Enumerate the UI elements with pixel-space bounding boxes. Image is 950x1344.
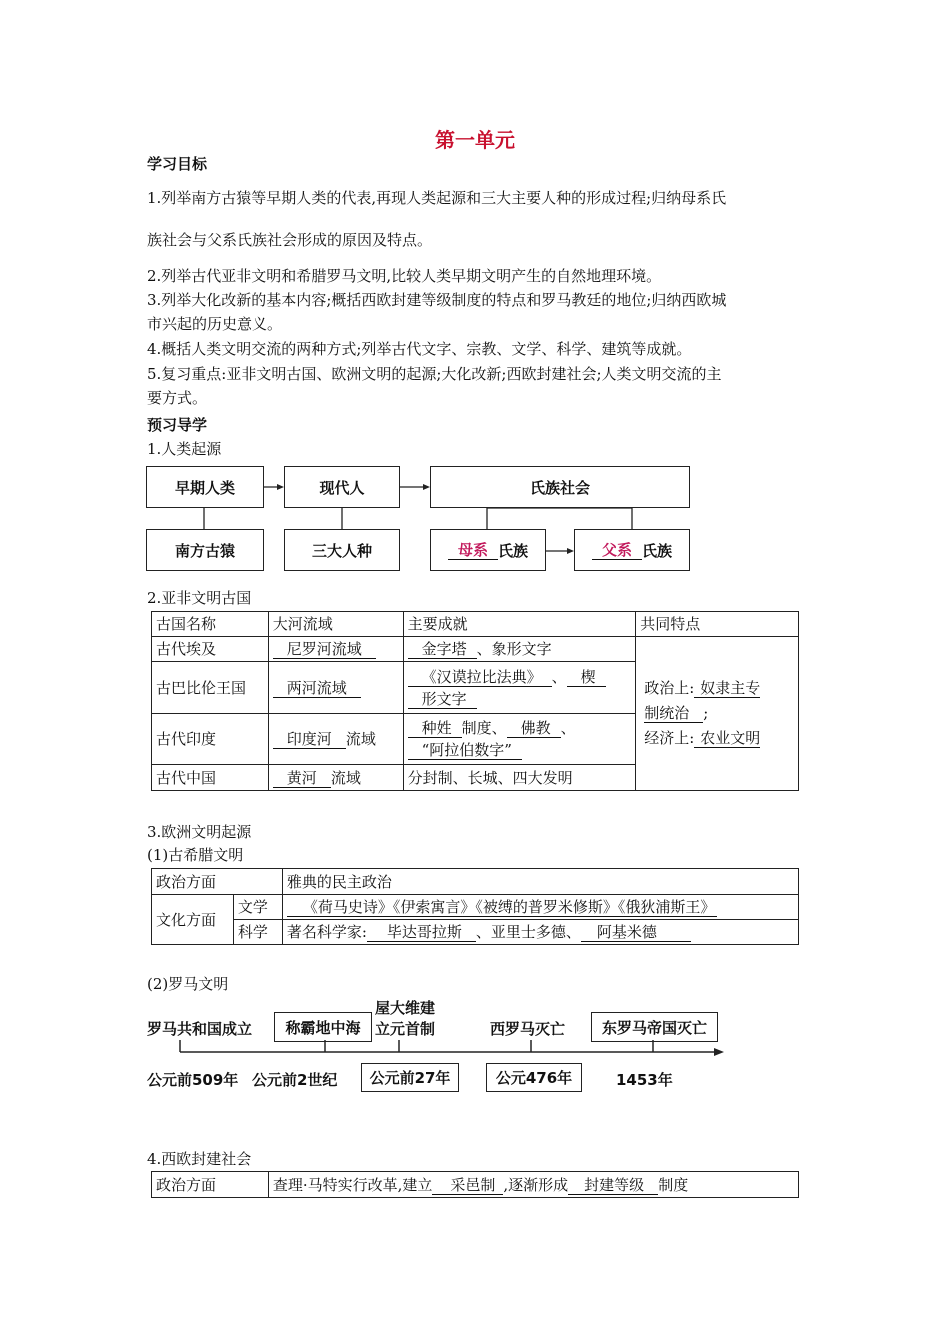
australopithecus-box: 南方古猿 [146, 529, 264, 571]
section-title: 2.亚非文明古国 [147, 589, 252, 607]
river-suffix: 流域 [330, 768, 361, 787]
objectives-heading: 学习目标 [147, 155, 208, 173]
country-name: 古巴比伦王国 [152, 662, 269, 714]
science-label: 科学 [233, 920, 282, 945]
feudal-table [151, 1171, 799, 1198]
table-header: 共同特点 [636, 612, 799, 637]
achievement-text: 、 [560, 719, 576, 737]
country-name: 古代印度 [152, 714, 269, 765]
republic-founded-label: 罗马共和国成立 [147, 1020, 253, 1038]
politics-label: 政治方面 [152, 869, 283, 895]
achievement-fill: 种姓 [408, 719, 462, 738]
objective-line: 5.复习重点:亚非文明古国、欧洲文明的起源;大化改新;西欧封建社会;人类文明交流的主 [147, 365, 722, 383]
table-header: 主要成就 [403, 612, 636, 637]
politics-fill: 奴隶主专 [694, 679, 760, 698]
achievement-fill: 金字塔 [408, 640, 477, 659]
feudal-prefix: 查理·马特实行改革,建立 [272, 1175, 433, 1194]
objective-line: 2.列举古代亚非文明和希腊罗马文明,比较人类早期文明产生的自然地理环境。 [147, 267, 662, 285]
economy-label: 经济上: [644, 729, 695, 747]
achievement-fill: 形文字 [408, 690, 477, 709]
river-fill: 两河流域 [273, 679, 361, 698]
politics-fill-cont: 制统治 [644, 704, 703, 723]
achievement-fill: “阿拉伯数字” [408, 741, 522, 760]
section-title: 1.人类起源 [147, 440, 222, 458]
date-label: 公元前2世纪 [252, 1071, 338, 1089]
objective-line: 3.列举大化改新的基本内容;概括西欧封建等级制度的特点和罗马教廷的地位;归纳西欧城 [147, 291, 727, 309]
objective-line: 4.概括人类文明交流的两种方式;列举古代文字、宗教、文学、科学、建筑等成就。 [147, 340, 692, 358]
patrilineal-fill: 父系 [592, 541, 642, 560]
punctuation: ; [703, 704, 709, 722]
date-label: 1453年 [616, 1071, 673, 1089]
country-name: 古代埃及 [152, 637, 269, 662]
modern-humans-box: 现代人 [284, 466, 400, 508]
principate-label: 屋大维建 [375, 999, 436, 1017]
river-suffix: 流域 [345, 730, 376, 748]
objective-line: 族社会与父系氏族社会形成的原因及特点。 [147, 231, 433, 249]
science-prefix: 著名科学家: [286, 923, 367, 941]
table-header: 古国名称 [152, 612, 269, 637]
feudal-mid: ,逐渐形成 [503, 1175, 569, 1194]
achievement-fill: 楔 [567, 668, 606, 687]
table-header: 大河流域 [268, 612, 403, 637]
west-rome-fall-label: 西罗马灭亡 [490, 1020, 566, 1038]
achievement-fill: 《汉谟拉比法典》 [408, 668, 552, 687]
page-title: 第一单元 [435, 128, 515, 152]
science-mid: 、亚里士多德、 [475, 923, 581, 941]
fief-fill: 采邑制 [432, 1176, 503, 1195]
principate-label-cont: 立元首制 [375, 1020, 436, 1038]
politics-label: 政治上: [644, 679, 695, 697]
achievement-text: 分封制、长城、四大发明 [407, 768, 573, 787]
clan-label: 氏族 [497, 541, 528, 560]
clan-society-box: 氏族社会 [430, 466, 690, 508]
river-fill: 黄河 [273, 769, 331, 788]
country-name: 古代中国 [152, 765, 269, 791]
clan-label: 氏族 [641, 541, 672, 560]
early-humans-box: 早期人类 [146, 466, 264, 508]
culture-label: 文化方面 [152, 895, 234, 945]
achievement-fill: 佛教 [507, 719, 561, 738]
section-title: 4.西欧封建社会 [147, 1150, 252, 1168]
mediterranean-box: 称霸地中海 [274, 1012, 372, 1042]
objective-line: 要方式。 [147, 389, 208, 407]
feudal-end: 制度 [658, 1175, 689, 1194]
achievement-text: 、象形文字 [476, 640, 552, 658]
scientist-fill: 毕达哥拉斯 [367, 923, 476, 942]
subsection-title: (1)古希腊文明 [147, 846, 244, 864]
achievement-text: 、 [551, 667, 567, 686]
matrilineal-fill: 母系 [448, 541, 498, 560]
date-box: 公元476年 [486, 1063, 582, 1092]
preview-heading: 预习导学 [147, 416, 208, 434]
objective-line: 1.列举南方古猿等早期人类的代表,再现人类起源和三大主要人种的形成过程;归纳母系氏 [147, 189, 727, 207]
subsection-title: (2)罗马文明 [147, 975, 229, 993]
river-fill: 印度河 [273, 730, 346, 749]
date-box: 公元前27年 [361, 1063, 459, 1092]
politics-value: 雅典的民主政治 [282, 869, 798, 895]
literature-fill: 《荷马史诗》《伊索寓言》《被缚的普罗米修斯》《俄狄浦斯王》 [287, 898, 718, 917]
three-races-box: 三大人种 [284, 529, 400, 571]
achievement-text: 制度、 [461, 719, 507, 737]
section-title: 3.欧洲文明起源 [147, 823, 252, 841]
date-label: 公元前509年 [147, 1071, 239, 1089]
literature-label: 文学 [233, 895, 282, 920]
objective-line: 市兴起的历史意义。 [147, 315, 283, 333]
east-rome-fall-box: 东罗马帝国灭亡 [591, 1012, 718, 1042]
hierarchy-fill: 封建等级 [568, 1176, 658, 1195]
scientist-fill: 阿基米德 [581, 923, 691, 942]
politics-label: 政治方面 [152, 1172, 269, 1198]
economy-fill: 农业文明 [694, 729, 760, 748]
river-fill: 尼罗河流域 [273, 640, 376, 659]
